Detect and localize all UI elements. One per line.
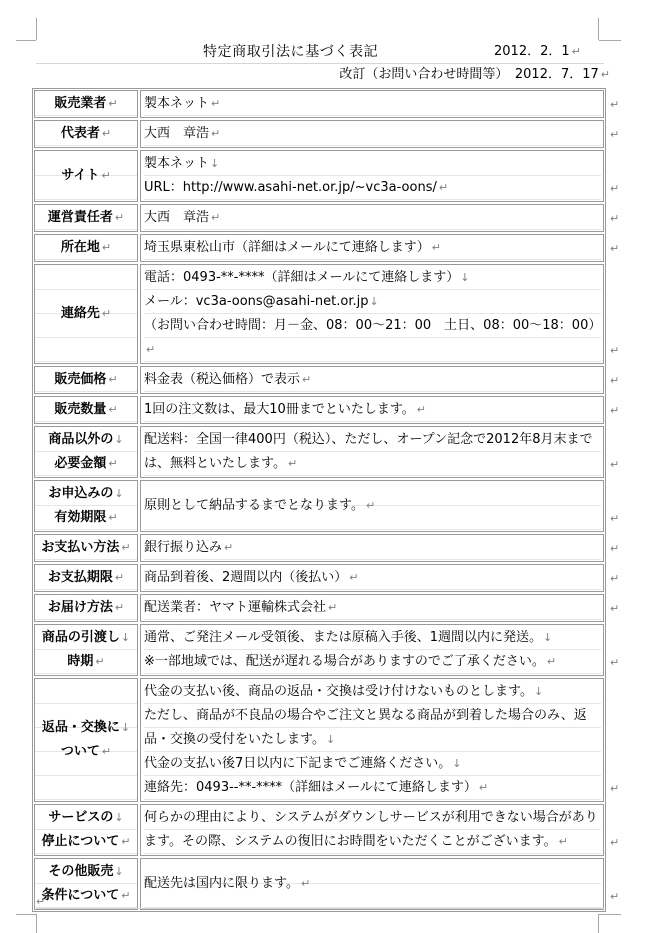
row-end-mark bbox=[610, 885, 619, 909]
row-value bbox=[140, 804, 604, 856]
table-row bbox=[34, 90, 604, 118]
row-end-mark bbox=[610, 123, 619, 147]
table-row bbox=[34, 204, 604, 232]
row-end-mark bbox=[610, 777, 619, 801]
row-label-line: 時期 ↵ bbox=[35, 650, 137, 674]
row-value-line: 配送料：全国一律400円（税込）、ただし、オープン記念で2012年8月末までは、無料といたします。 ↵ bbox=[144, 428, 601, 476]
row-label bbox=[34, 858, 138, 910]
paragraph-mark bbox=[36, 890, 45, 914]
row-label-line: サイト ↵ bbox=[35, 164, 137, 188]
row-value-line: 製本ネット ↵ bbox=[144, 92, 601, 116]
table-row bbox=[34, 858, 604, 910]
row-label-line: お支払い方法 ↵ bbox=[35, 536, 137, 560]
row-value-line: 商品到着後、2週間以内（後払い） ↵ bbox=[144, 566, 601, 590]
row-value-line: ただし、商品が不良品の場合やご注文と異なる商品が到着した場合のみ、返品・交換の受付をいたします。 ↓ bbox=[144, 704, 601, 752]
row-label bbox=[34, 804, 138, 856]
crop-mark-top-left bbox=[16, 40, 36, 41]
crop-mark-top-left bbox=[36, 18, 37, 40]
row-label-line: お届け方法 ↵ bbox=[35, 596, 137, 620]
row-label-line: 代表者 ↵ bbox=[35, 122, 137, 146]
row-label-line: 連絡先 ↵ bbox=[35, 302, 137, 326]
row-label bbox=[34, 204, 138, 232]
row-label bbox=[34, 564, 138, 592]
row-value bbox=[140, 366, 604, 394]
row-value bbox=[140, 234, 604, 262]
row-value-line: 代金の支払い後、商品の返品・交換は受け付けないものとします。 ↓ bbox=[144, 680, 601, 704]
table-row bbox=[34, 480, 604, 532]
row-end-mark bbox=[610, 651, 619, 675]
table-row bbox=[34, 624, 604, 676]
row-value-line: 製本ネット ↓ bbox=[144, 152, 601, 176]
document-title: 特定商取引法に基づく表記 bbox=[203, 44, 379, 60]
row-end-mark bbox=[610, 831, 619, 855]
row-value bbox=[140, 120, 604, 148]
crop-mark-bottom-left bbox=[36, 914, 37, 933]
table-row bbox=[34, 534, 604, 562]
row-label-line: 有効期限 ↵ bbox=[35, 506, 137, 530]
crop-mark-bottom-right bbox=[598, 914, 599, 933]
revision-note: 改訂（お問い合わせ時間等） 2012．7．17 ↵ bbox=[339, 63, 610, 87]
table-row bbox=[34, 678, 604, 802]
row-end-mark bbox=[610, 567, 619, 591]
table-row bbox=[34, 150, 604, 202]
row-label-line: その他販売 ↓ bbox=[35, 860, 137, 884]
row-end-mark bbox=[610, 237, 619, 261]
row-label bbox=[34, 264, 138, 364]
row-value-line: 料金表（税込価格）で表示 ↵ bbox=[144, 368, 601, 392]
row-value bbox=[140, 624, 604, 676]
crop-mark-top-right bbox=[598, 18, 599, 40]
table-row bbox=[34, 426, 604, 478]
row-end-mark bbox=[610, 207, 619, 231]
row-value bbox=[140, 204, 604, 232]
row-label-line: 商品以外の ↓ bbox=[35, 428, 137, 452]
row-label bbox=[34, 396, 138, 424]
grid-line bbox=[36, 908, 604, 909]
row-label bbox=[34, 678, 138, 802]
row-value-line: 代金の支払い後7日以内に下記までご連絡ください。 ↓ bbox=[144, 752, 601, 776]
row-end-mark bbox=[610, 93, 619, 117]
row-label bbox=[34, 150, 138, 202]
row-end-mark bbox=[610, 369, 619, 393]
row-value bbox=[140, 426, 604, 478]
document-date: 2012．2．1 ↵ bbox=[494, 40, 581, 64]
row-label bbox=[34, 120, 138, 148]
info-table bbox=[32, 88, 606, 912]
row-value-line: 連絡先：0493--**-****（詳細はメールにて連絡します） ↵ bbox=[144, 776, 601, 800]
crop-mark-bottom-right bbox=[599, 914, 621, 915]
row-value bbox=[140, 678, 604, 802]
row-end-mark bbox=[610, 399, 619, 423]
table-row bbox=[34, 120, 604, 148]
row-label bbox=[34, 480, 138, 532]
row-value-line: 通常、ご発注メール受領後、または原稿入手後、1週間以内に発送。 ↓ bbox=[144, 626, 601, 650]
row-value bbox=[140, 480, 604, 532]
row-value-line: URL：http://www.asahi-net.or.jp/~vc3a-oons/ ↵ bbox=[144, 176, 601, 200]
row-value-line: 銀行振り込み ↵ bbox=[144, 536, 601, 560]
row-end-mark bbox=[610, 537, 619, 561]
table-row bbox=[34, 366, 604, 394]
row-label-line: 所在地 ↵ bbox=[35, 236, 137, 260]
row-label-line: お支払期限 ↵ bbox=[35, 566, 137, 590]
row-value bbox=[140, 858, 604, 910]
row-label-line: 条件について ↵ bbox=[35, 884, 137, 908]
row-value bbox=[140, 150, 604, 202]
row-value bbox=[140, 534, 604, 562]
row-label-line: 返品・交換に ↓ bbox=[35, 716, 137, 740]
table-row bbox=[34, 594, 604, 622]
row-label bbox=[34, 624, 138, 676]
row-value-line: 配送先は国内に限ります。 ↵ bbox=[144, 872, 601, 896]
row-value-line: ※一部地域では、配送が遅れる場合がありますのでご了承ください。 ↵ bbox=[144, 650, 601, 674]
row-label-line: 販売数量 ↵ bbox=[35, 398, 137, 422]
row-label-line: 運営責任者 ↵ bbox=[35, 206, 137, 230]
row-label-line: 停止について ↵ bbox=[35, 830, 137, 854]
row-value-line: 電話：0493-**-****（詳細はメールにて連絡します） ↓ bbox=[144, 266, 601, 290]
row-value bbox=[140, 396, 604, 424]
table-row bbox=[34, 396, 604, 424]
row-label bbox=[34, 426, 138, 478]
row-value-line: 大西 章浩 ↵ bbox=[144, 206, 601, 230]
row-label-line: 販売業者 ↵ bbox=[35, 92, 137, 116]
row-label-line: お申込みの ↓ bbox=[35, 482, 137, 506]
row-label-line: ついて ↵ bbox=[35, 740, 137, 764]
row-end-mark bbox=[610, 339, 619, 363]
row-value-line: 何らかの理由により、システムがダウンしサービスが利用できない場合があります。その際、システムの復旧にお時間をいただくことがございます。 ↵ bbox=[144, 806, 601, 854]
row-label-line: 商品の引渡し ↓ bbox=[35, 626, 137, 650]
table-row bbox=[34, 264, 604, 364]
table-row bbox=[34, 234, 604, 262]
table-row bbox=[34, 564, 604, 592]
row-end-mark bbox=[610, 597, 619, 621]
row-value bbox=[140, 594, 604, 622]
row-value-line: 配送業者：ヤマト運輸株式会社 ↵ bbox=[144, 596, 601, 620]
row-label bbox=[34, 366, 138, 394]
row-end-mark bbox=[610, 177, 619, 201]
row-value-line: メール：vc3a-oons@asahi-net.or.jp ↓ bbox=[144, 290, 601, 314]
row-value-line: 1回の注文数は、最大10冊までといたします。 ↵ bbox=[144, 398, 601, 422]
crop-mark-top-right bbox=[599, 40, 621, 41]
row-value bbox=[140, 90, 604, 118]
row-value-line: 原則として納品するまでとなります。 ↵ bbox=[144, 494, 601, 518]
row-value-line: 大西 章浩 ↵ bbox=[144, 122, 601, 146]
table-row bbox=[34, 804, 604, 856]
row-end-mark bbox=[610, 507, 619, 531]
row-label bbox=[34, 534, 138, 562]
row-end-mark bbox=[610, 453, 619, 477]
row-value bbox=[140, 264, 604, 364]
row-label bbox=[34, 594, 138, 622]
row-value-line: （お問い合わせ時間：月－金、08：00～21：00 土日、08：00～18：00） ↵ bbox=[144, 314, 601, 362]
row-label-line: サービスの ↓ bbox=[35, 806, 137, 830]
row-label bbox=[34, 234, 138, 262]
row-label-line: 必要金額 ↵ bbox=[35, 452, 137, 476]
row-label-line: 販売価格 ↵ bbox=[35, 368, 137, 392]
row-label bbox=[34, 90, 138, 118]
row-value-line: 埼玉県東松山市（詳細はメールにて連絡します） ↵ bbox=[144, 236, 601, 260]
crop-mark-bottom-left bbox=[16, 914, 36, 915]
row-value bbox=[140, 564, 604, 592]
